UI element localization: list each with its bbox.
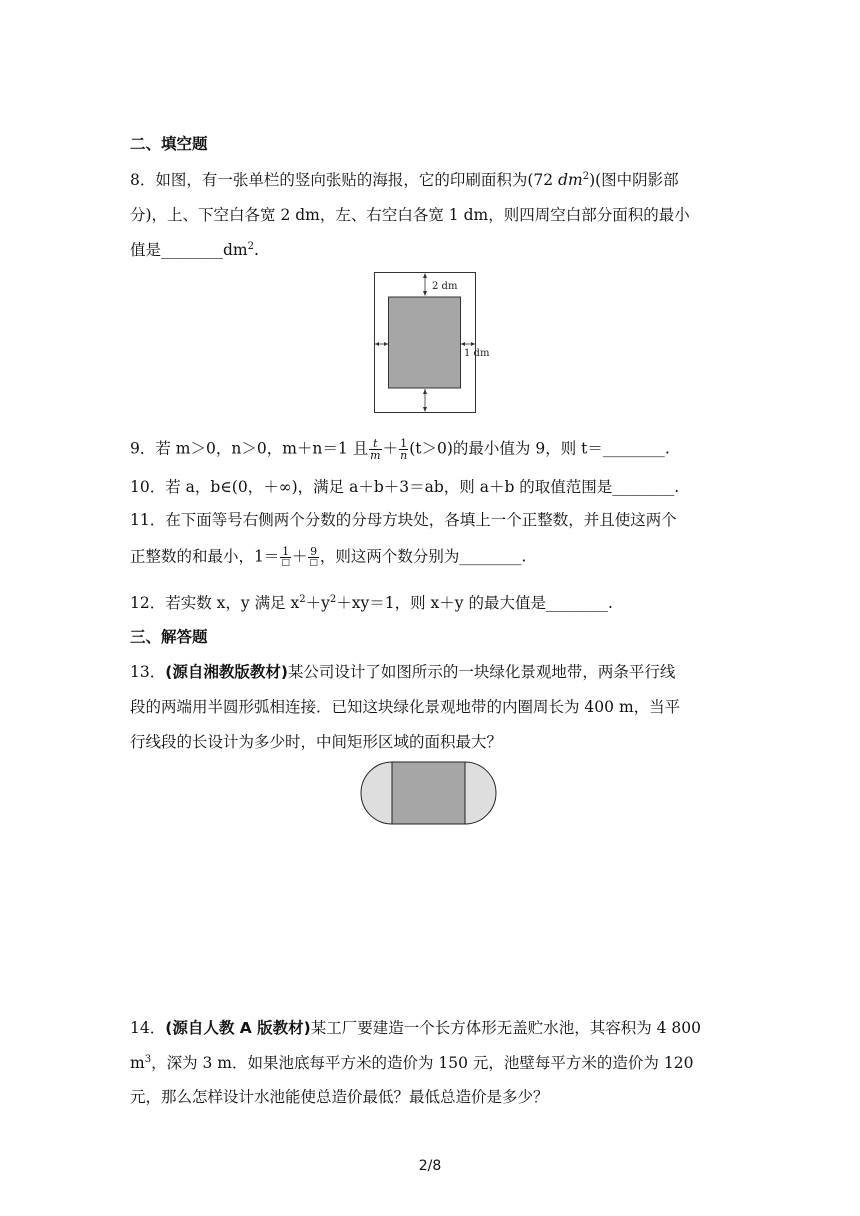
q11-text-start: 正整数的和最小，1＝ (130, 547, 280, 566)
q8-line-1 (130, 170, 679, 190)
q11-fraction-9 (308, 546, 319, 569)
q9-line (130, 438, 670, 461)
q9-frac2-denominator: n (400, 449, 408, 462)
q13-line-1 (130, 662, 675, 682)
q11-line-1: 11．在下面等号右侧两个分数的分母方块处，各填上一个正整数，并且使这两个 (130, 511, 677, 529)
q12-line (130, 593, 613, 613)
q8-answer-exponent: 2 (247, 240, 254, 252)
racetrack-figure (358, 758, 502, 828)
section-heading-fill-in: 二、填空题 (130, 135, 208, 153)
q12-exp-2: 2 (329, 593, 337, 605)
q12-exp-1: 2 (299, 593, 306, 605)
q8-unit-exponent: 2 (582, 170, 590, 182)
right-semicircle (465, 762, 496, 824)
q9-fraction-1-over-n (399, 438, 408, 461)
q8-line-3 (130, 240, 259, 260)
left-semicircle (361, 762, 392, 824)
q14-line-2 (130, 1053, 693, 1073)
q9-text-end: (t＞0)的最小值为 9，则 t＝________. (409, 439, 670, 458)
q8-answer-blank: 值是________dm (130, 241, 248, 259)
q9-fraction-t-over-m (369, 438, 381, 461)
q11-line-2 (130, 546, 526, 569)
q14-number: 14． (130, 1019, 166, 1037)
section-heading-solve: 三、解答题 (130, 628, 208, 646)
q14-unit: m (130, 1054, 145, 1072)
q14-line-1 (130, 1018, 701, 1038)
q11-frac2-denominator-box: □ (309, 558, 318, 568)
poster-figure (370, 268, 490, 416)
q11-plus: ＋ (291, 547, 308, 566)
q14-source: (源自人教 A 版教材) (165, 1019, 311, 1037)
q11-frac2-numerator: 9 (310, 545, 318, 558)
q9-frac2-numerator: 1 (400, 437, 408, 450)
side-margin-label: 1 dm (464, 348, 490, 359)
q11-fraction-1 (280, 546, 291, 569)
q14-unit-exponent: 3 (144, 1053, 152, 1065)
q14-line-3: 元，那么怎样设计水池能使总造价最低？最低总造价是多少？ (130, 1088, 549, 1106)
q9-text-start: 9．若 m＞0，n＞0，m＋n＝1 且 (130, 439, 369, 458)
q8-unit: dm (558, 171, 583, 189)
q9-frac1-numerator: t (369, 438, 381, 450)
top-margin-label: 2 dm (432, 281, 458, 292)
q9-frac1-denominator: m (370, 449, 381, 462)
q8-text-end: )(图中阴影部 (589, 171, 679, 189)
q10-line: 10．若 a，b∈(0，＋∞)，满足 a＋b＋3＝ab，则 a＋b 的取值范围是________. (130, 478, 680, 496)
q13-line-3: 行线段的长设计为多少时，中间矩形区域的面积最大？ (130, 733, 503, 751)
q14-text: ，深为 3 m．如果池底每平方米的造价为 150 元，池壁每平方米的造价为 120 (151, 1054, 694, 1072)
q13-line-2: 段的两端用半圆形弧相连接．已知这块绿化景观地带的内圈周长为 400 m，当平 (130, 698, 681, 716)
q8-period: . (254, 241, 259, 259)
q13-number: 13． (130, 663, 166, 681)
page-number: 2/8 (418, 1158, 442, 1174)
q12-text-start: 12．若实数 x，y 满足 x (130, 594, 300, 612)
q12-text-end: ＋xy＝1，则 x＋y 的最大值是________. (336, 594, 613, 612)
q8-line-2: 分)，上、下空白各宽 2 dm，左、右空白各宽 1 dm，则四周空白部分面积的最小 (130, 206, 690, 224)
q11-frac1-denominator-box: □ (281, 558, 290, 568)
q12-text-mid: ＋y (305, 594, 330, 612)
q8-text-start: 8．如图，有一张单栏的竖向张贴的海报，它的印刷面积为(72 (130, 171, 559, 189)
q9-plus: ＋ (382, 439, 399, 458)
q11-frac1-numerator: 1 (282, 545, 290, 558)
q11-text-end: ，则这两个数分别为________. (319, 547, 527, 566)
q13-source: (源自湘教版教材) (165, 663, 288, 681)
q14-text-rest: 某工厂要建造一个长方体形无盖贮水池，其容积为 4 800 (310, 1019, 702, 1037)
q13-text-rest: 某公司设计了如图所示的一块绿化景观地带，两条平行线 (287, 663, 676, 681)
center-rectangle (392, 762, 465, 824)
print-area-shaded (389, 297, 461, 388)
